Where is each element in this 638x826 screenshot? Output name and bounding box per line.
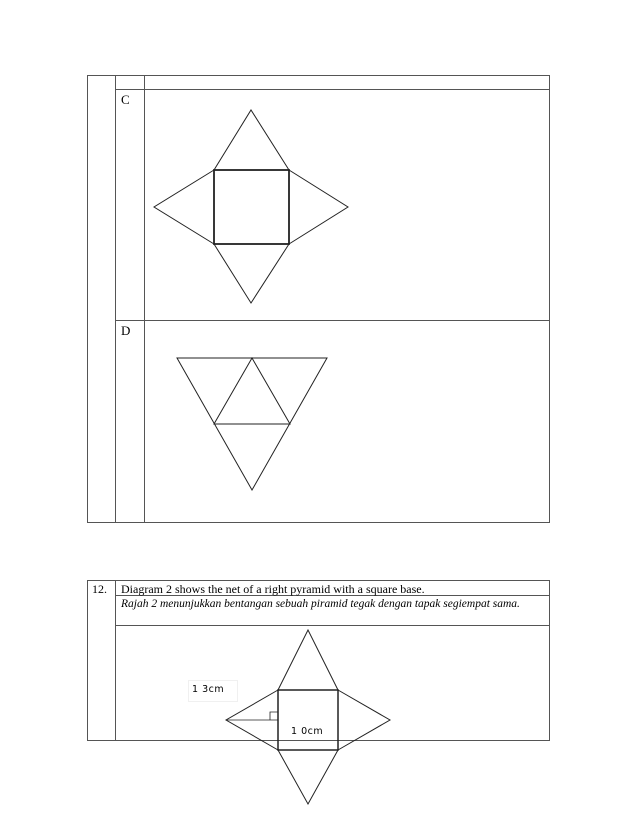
slant-height-label: 1 3cm — [192, 684, 225, 695]
base-length-label: 1 0cm — [291, 726, 324, 737]
question-number: 12. — [92, 582, 107, 596]
question-text-malay: Rajah 2 menunjukkan bentangan sebuah piramid tegak dengan tapak segiempat sama. — [121, 598, 520, 610]
diagram-2-square-base — [278, 690, 338, 750]
diagram-2-right-triangle — [338, 690, 390, 750]
diagram-2-top-triangle — [278, 630, 338, 690]
right-angle-marker — [270, 712, 278, 720]
option-d-label: D — [121, 323, 131, 338]
option-c-label: C — [121, 92, 130, 107]
diagram-2-bottom-triangle — [278, 750, 338, 804]
question-text-english: Diagram 2 shows the net of a right pyramid with a square base. — [121, 582, 425, 596]
